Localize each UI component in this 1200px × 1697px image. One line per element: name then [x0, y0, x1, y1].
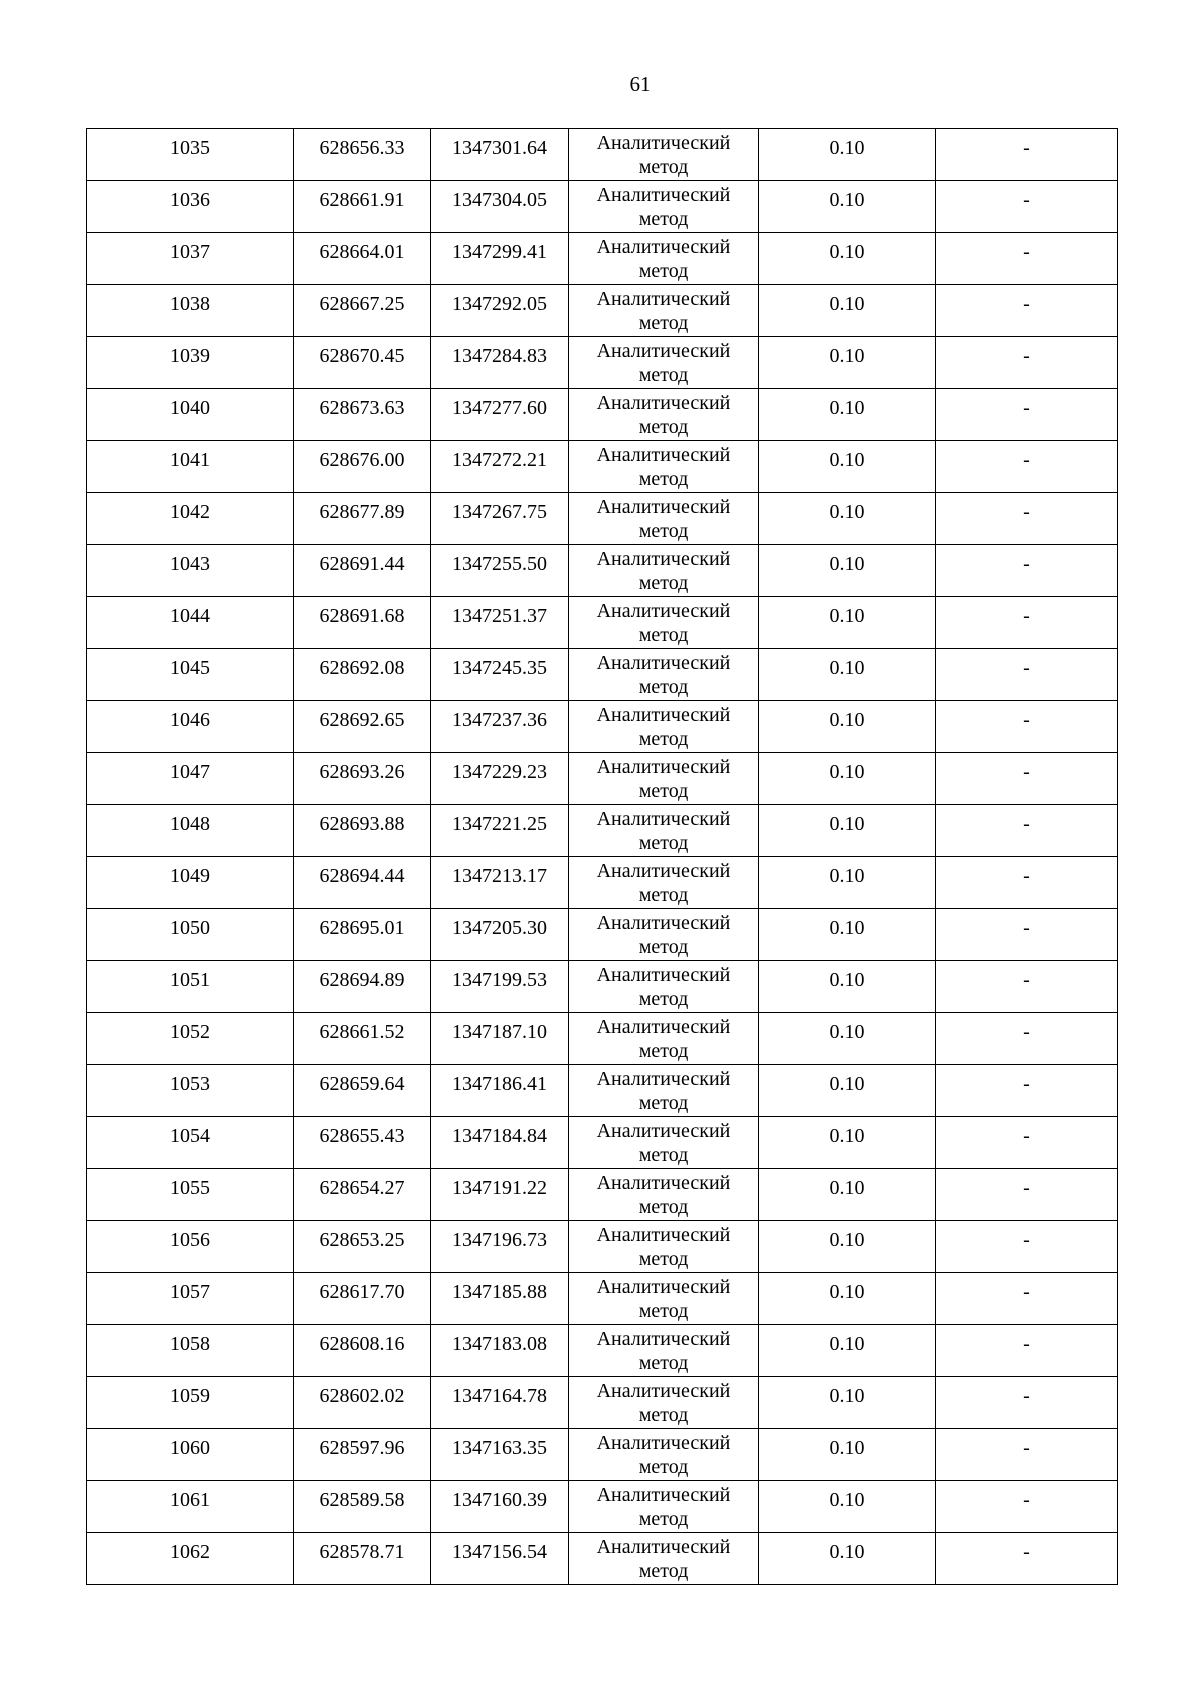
table-row	[87, 701, 1118, 753]
x-coordinate-cell: 628677.89	[294, 493, 431, 545]
note-cell: -	[936, 1429, 1118, 1481]
x-coordinate-cell: 628617.70	[294, 1273, 431, 1325]
x-coordinate-cell: 628670.45	[294, 337, 431, 389]
y-coordinate-cell: 1347267.75	[431, 493, 569, 545]
y-coordinate-cell: 1347237.36	[431, 701, 569, 753]
accuracy-cell: 0.10	[759, 129, 936, 181]
y-coordinate-cell: 1347301.64	[431, 129, 569, 181]
method-text-line: метод	[638, 468, 689, 490]
method-text-line: метод	[638, 416, 689, 438]
note-cell: -	[936, 285, 1118, 337]
method-cell	[569, 129, 759, 181]
accuracy-cell: 0.10	[759, 1273, 936, 1325]
note-cell: -	[936, 1221, 1118, 1273]
note-cell: -	[936, 1533, 1118, 1585]
y-coordinate-cell: 1347205.30	[431, 909, 569, 961]
accuracy-cell: 0.10	[759, 805, 936, 857]
note-cell: -	[936, 493, 1118, 545]
note-cell: -	[936, 649, 1118, 701]
point-number-cell: 1049	[87, 857, 294, 909]
accuracy-cell: 0.10	[759, 753, 936, 805]
accuracy-cell: 0.10	[759, 857, 936, 909]
method-cell	[569, 1377, 759, 1429]
method-text-line: метод	[638, 1508, 689, 1530]
method-text-line: метод	[638, 728, 689, 750]
method-text-line: метод	[638, 1456, 689, 1478]
note-cell: -	[936, 441, 1118, 493]
table-row	[87, 1481, 1118, 1533]
accuracy-cell: 0.10	[759, 1377, 936, 1429]
method-text-line: метод	[638, 1144, 689, 1166]
method-text-line: метод	[638, 364, 689, 386]
x-coordinate-cell: 628676.00	[294, 441, 431, 493]
note-cell: -	[936, 1065, 1118, 1117]
point-number-cell: 1052	[87, 1013, 294, 1065]
method-text-line: метод	[638, 1404, 689, 1426]
point-number-cell: 1045	[87, 649, 294, 701]
table-row	[87, 1273, 1118, 1325]
method-text-line: Аналитический	[596, 1328, 731, 1350]
x-coordinate-cell: 628667.25	[294, 285, 431, 337]
y-coordinate-cell: 1347187.10	[431, 1013, 569, 1065]
y-coordinate-cell: 1347292.05	[431, 285, 569, 337]
method-text-line: Аналитический	[596, 1068, 731, 1090]
y-coordinate-cell: 1347196.73	[431, 1221, 569, 1273]
accuracy-cell: 0.10	[759, 909, 936, 961]
method-text-line: Аналитический	[596, 964, 731, 986]
accuracy-cell: 0.10	[759, 1221, 936, 1273]
accuracy-cell: 0.10	[759, 389, 936, 441]
method-cell	[569, 233, 759, 285]
point-number-cell: 1047	[87, 753, 294, 805]
method-text-line: метод	[638, 520, 689, 542]
method-text-line: Аналитический	[596, 1224, 731, 1246]
accuracy-cell: 0.10	[759, 1117, 936, 1169]
x-coordinate-cell: 628692.08	[294, 649, 431, 701]
method-cell	[569, 857, 759, 909]
method-cell	[569, 649, 759, 701]
y-coordinate-cell: 1347184.84	[431, 1117, 569, 1169]
page-number: 61	[629, 72, 651, 96]
point-number-cell: 1050	[87, 909, 294, 961]
accuracy-cell: 0.10	[759, 1481, 936, 1533]
method-cell	[569, 181, 759, 233]
note-cell: -	[936, 1013, 1118, 1065]
method-text-line: метод	[638, 156, 689, 178]
accuracy-cell: 0.10	[759, 1325, 936, 1377]
method-text-line: Аналитический	[596, 392, 731, 414]
y-coordinate-cell: 1347304.05	[431, 181, 569, 233]
y-coordinate-cell: 1347255.50	[431, 545, 569, 597]
point-number-cell: 1042	[87, 493, 294, 545]
note-cell: -	[936, 597, 1118, 649]
coordinates-table	[86, 128, 1118, 1585]
method-text-line: Аналитический	[596, 1016, 731, 1038]
point-number-cell: 1040	[87, 389, 294, 441]
table-row	[87, 1221, 1118, 1273]
point-number-cell: 1043	[87, 545, 294, 597]
y-coordinate-cell: 1347186.41	[431, 1065, 569, 1117]
table-row	[87, 285, 1118, 337]
method-text-line: Аналитический	[596, 548, 731, 570]
x-coordinate-cell: 628589.58	[294, 1481, 431, 1533]
x-coordinate-cell: 628664.01	[294, 233, 431, 285]
note-cell: -	[936, 1169, 1118, 1221]
method-cell	[569, 805, 759, 857]
method-cell	[569, 1533, 759, 1585]
accuracy-cell: 0.10	[759, 493, 936, 545]
y-coordinate-cell: 1347191.22	[431, 1169, 569, 1221]
method-text-line: Аналитический	[596, 808, 731, 830]
method-text-line: метод	[638, 988, 689, 1010]
y-coordinate-cell: 1347251.37	[431, 597, 569, 649]
note-cell: -	[936, 233, 1118, 285]
y-coordinate-cell: 1347199.53	[431, 961, 569, 1013]
y-coordinate-cell: 1347277.60	[431, 389, 569, 441]
accuracy-cell: 0.10	[759, 441, 936, 493]
method-text-line: Аналитический	[596, 1380, 731, 1402]
table-row	[87, 233, 1118, 285]
note-cell: -	[936, 857, 1118, 909]
point-number-cell: 1054	[87, 1117, 294, 1169]
accuracy-cell: 0.10	[759, 233, 936, 285]
method-text-line: Аналитический	[596, 132, 731, 154]
note-cell: -	[936, 545, 1118, 597]
method-text-line: Аналитический	[596, 184, 731, 206]
note-cell: -	[936, 181, 1118, 233]
method-text-line: Аналитический	[596, 652, 731, 674]
x-coordinate-cell: 628693.26	[294, 753, 431, 805]
y-coordinate-cell: 1347164.78	[431, 1377, 569, 1429]
table-row	[87, 1169, 1118, 1221]
method-cell	[569, 909, 759, 961]
note-cell: -	[936, 337, 1118, 389]
table-row	[87, 1377, 1118, 1429]
point-number-cell: 1061	[87, 1481, 294, 1533]
method-text-line: метод	[638, 1248, 689, 1270]
method-cell	[569, 1117, 759, 1169]
x-coordinate-cell: 628661.52	[294, 1013, 431, 1065]
method-text-line: Аналитический	[596, 1484, 731, 1506]
note-cell: -	[936, 1377, 1118, 1429]
note-cell: -	[936, 129, 1118, 181]
method-cell	[569, 1481, 759, 1533]
x-coordinate-cell: 628653.25	[294, 1221, 431, 1273]
method-cell	[569, 753, 759, 805]
accuracy-cell: 0.10	[759, 545, 936, 597]
table-row	[87, 129, 1118, 181]
method-text-line: метод	[638, 1300, 689, 1322]
point-number-cell: 1055	[87, 1169, 294, 1221]
method-cell	[569, 389, 759, 441]
method-cell	[569, 1169, 759, 1221]
table-row	[87, 441, 1118, 493]
point-number-cell: 1038	[87, 285, 294, 337]
method-text-line: метод	[638, 624, 689, 646]
method-cell	[569, 1325, 759, 1377]
method-text-line: метод	[638, 208, 689, 230]
method-cell	[569, 1221, 759, 1273]
table-row	[87, 649, 1118, 701]
x-coordinate-cell: 628661.91	[294, 181, 431, 233]
x-coordinate-cell: 628693.88	[294, 805, 431, 857]
method-text-line: метод	[638, 1352, 689, 1374]
y-coordinate-cell: 1347272.21	[431, 441, 569, 493]
y-coordinate-cell: 1347185.88	[431, 1273, 569, 1325]
method-text-line: Аналитический	[596, 496, 731, 518]
method-text-line: Аналитический	[596, 756, 731, 778]
method-cell	[569, 493, 759, 545]
accuracy-cell: 0.10	[759, 285, 936, 337]
table-row	[87, 961, 1118, 1013]
note-cell: -	[936, 805, 1118, 857]
note-cell: -	[936, 1117, 1118, 1169]
y-coordinate-cell: 1347221.25	[431, 805, 569, 857]
method-text-line: Аналитический	[596, 1432, 731, 1454]
accuracy-cell: 0.10	[759, 597, 936, 649]
x-coordinate-cell: 628694.89	[294, 961, 431, 1013]
method-text-line: метод	[638, 1560, 689, 1582]
note-cell: -	[936, 1481, 1118, 1533]
table-row	[87, 857, 1118, 909]
point-number-cell: 1048	[87, 805, 294, 857]
method-text-line: метод	[638, 676, 689, 698]
method-cell	[569, 1065, 759, 1117]
point-number-cell: 1060	[87, 1429, 294, 1481]
note-cell: -	[936, 1273, 1118, 1325]
x-coordinate-cell: 628694.44	[294, 857, 431, 909]
note-cell: -	[936, 389, 1118, 441]
note-cell: -	[936, 701, 1118, 753]
method-cell	[569, 701, 759, 753]
x-coordinate-cell: 628602.02	[294, 1377, 431, 1429]
y-coordinate-cell: 1347160.39	[431, 1481, 569, 1533]
method-text-line: метод	[638, 260, 689, 282]
method-text-line: Аналитический	[596, 860, 731, 882]
y-coordinate-cell: 1347284.83	[431, 337, 569, 389]
x-coordinate-cell: 628597.96	[294, 1429, 431, 1481]
point-number-cell: 1046	[87, 701, 294, 753]
table-row	[87, 597, 1118, 649]
method-text-line: Аналитический	[596, 1120, 731, 1142]
x-coordinate-cell: 628654.27	[294, 1169, 431, 1221]
method-cell	[569, 1013, 759, 1065]
method-text-line: метод	[638, 1040, 689, 1062]
point-number-cell: 1036	[87, 181, 294, 233]
method-text-line: Аналитический	[596, 288, 731, 310]
table-row	[87, 1065, 1118, 1117]
method-text-line: Аналитический	[596, 444, 731, 466]
point-number-cell: 1044	[87, 597, 294, 649]
x-coordinate-cell: 628695.01	[294, 909, 431, 961]
point-number-cell: 1041	[87, 441, 294, 493]
x-coordinate-cell: 628659.64	[294, 1065, 431, 1117]
y-coordinate-cell: 1347213.17	[431, 857, 569, 909]
method-cell	[569, 545, 759, 597]
y-coordinate-cell: 1347156.54	[431, 1533, 569, 1585]
x-coordinate-cell: 628655.43	[294, 1117, 431, 1169]
accuracy-cell: 0.10	[759, 337, 936, 389]
method-text-line: метод	[638, 572, 689, 594]
method-cell	[569, 597, 759, 649]
point-number-cell: 1056	[87, 1221, 294, 1273]
point-number-cell: 1037	[87, 233, 294, 285]
table-row	[87, 1117, 1118, 1169]
x-coordinate-cell: 628673.63	[294, 389, 431, 441]
method-cell	[569, 961, 759, 1013]
table-row	[87, 389, 1118, 441]
method-text-line: метод	[638, 1092, 689, 1114]
method-cell	[569, 337, 759, 389]
y-coordinate-cell: 1347163.35	[431, 1429, 569, 1481]
method-text-line: метод	[638, 1196, 689, 1218]
table-row	[87, 1013, 1118, 1065]
method-text-line: метод	[638, 936, 689, 958]
accuracy-cell: 0.10	[759, 1533, 936, 1585]
point-number-cell: 1062	[87, 1533, 294, 1585]
table-row	[87, 805, 1118, 857]
method-text-line: метод	[638, 884, 689, 906]
point-number-cell: 1035	[87, 129, 294, 181]
note-cell: -	[936, 753, 1118, 805]
method-text-line: Аналитический	[596, 236, 731, 258]
method-text-line: метод	[638, 780, 689, 802]
accuracy-cell: 0.10	[759, 181, 936, 233]
point-number-cell: 1051	[87, 961, 294, 1013]
x-coordinate-cell: 628578.71	[294, 1533, 431, 1585]
table-row	[87, 1429, 1118, 1481]
accuracy-cell: 0.10	[759, 961, 936, 1013]
method-cell	[569, 285, 759, 337]
method-text-line: Аналитический	[596, 704, 731, 726]
note-cell: -	[936, 909, 1118, 961]
x-coordinate-cell: 628691.44	[294, 545, 431, 597]
y-coordinate-cell: 1347299.41	[431, 233, 569, 285]
method-text-line: метод	[638, 832, 689, 854]
x-coordinate-cell: 628692.65	[294, 701, 431, 753]
accuracy-cell: 0.10	[759, 1013, 936, 1065]
x-coordinate-cell: 628608.16	[294, 1325, 431, 1377]
accuracy-cell: 0.10	[759, 1169, 936, 1221]
method-text-line: Аналитический	[596, 1276, 731, 1298]
x-coordinate-cell: 628691.68	[294, 597, 431, 649]
table-row	[87, 1533, 1118, 1585]
point-number-cell: 1039	[87, 337, 294, 389]
table-row	[87, 493, 1118, 545]
y-coordinate-cell: 1347183.08	[431, 1325, 569, 1377]
accuracy-cell: 0.10	[759, 1065, 936, 1117]
method-text-line: метод	[638, 312, 689, 334]
accuracy-cell: 0.10	[759, 1429, 936, 1481]
table-row	[87, 337, 1118, 389]
table-row	[87, 1325, 1118, 1377]
note-cell: -	[936, 961, 1118, 1013]
table-row	[87, 753, 1118, 805]
x-coordinate-cell: 628656.33	[294, 129, 431, 181]
table-row	[87, 181, 1118, 233]
point-number-cell: 1059	[87, 1377, 294, 1429]
table-row	[87, 545, 1118, 597]
point-number-cell: 1053	[87, 1065, 294, 1117]
method-cell	[569, 441, 759, 493]
y-coordinate-cell: 1347245.35	[431, 649, 569, 701]
accuracy-cell: 0.10	[759, 701, 936, 753]
method-text-line: Аналитический	[596, 1172, 731, 1194]
method-text-line: Аналитический	[596, 1536, 731, 1558]
method-text-line: Аналитический	[596, 600, 731, 622]
method-text-line: Аналитический	[596, 912, 731, 934]
method-text-line: Аналитический	[596, 340, 731, 362]
y-coordinate-cell: 1347229.23	[431, 753, 569, 805]
point-number-cell: 1058	[87, 1325, 294, 1377]
method-cell	[569, 1273, 759, 1325]
point-number-cell: 1057	[87, 1273, 294, 1325]
table-body	[87, 129, 1118, 1585]
table-row	[87, 909, 1118, 961]
method-cell	[569, 1429, 759, 1481]
note-cell: -	[936, 1325, 1118, 1377]
accuracy-cell: 0.10	[759, 649, 936, 701]
